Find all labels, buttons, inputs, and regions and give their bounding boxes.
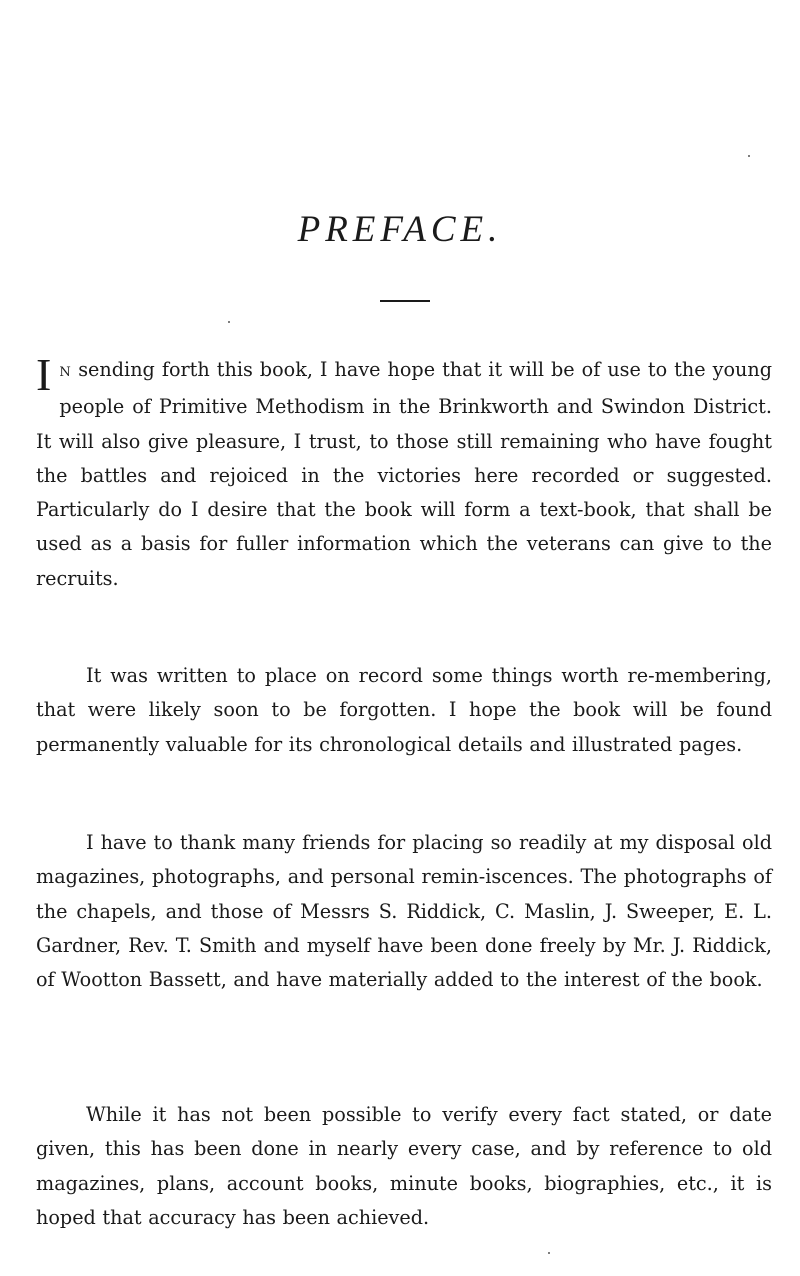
paragraph-1 [36, 349, 772, 596]
print-speck [748, 155, 750, 157]
title-rule [380, 300, 430, 302]
paragraph-2: It was written to place on record some things worth re-membering, that were likely soon to be forgotten. I hope the book will be found permanently valuable for its chronological details and illustrated pages. [36, 664, 772, 756]
print-speck [548, 1252, 550, 1254]
print-speck [228, 321, 230, 323]
paragraph-4: While it has not been possible to verify every fact stated, or date given, this has been done in nearly every case, and by reference to old magazines, plans, account books, minute books, biographies, etc., it is hoped that accuracy has been achieved. [36, 1103, 772, 1229]
paragraph-1-text: sending forth this book, I have hope that it will be of use to the young people of Primitive Methodism in the Brinkworth and Swindon District. It will also give pleasure, I trust, to those still remaining who have fought the battles and rejoiced in the victories here recorded or suggested. Particularly do I desire that the book will form a text-book, that shall be used as a basis for fuller information which the veterans can give to the recruits. [36, 358, 772, 590]
page-title: PREFACE. [297, 209, 503, 250]
drop-cap: I [36, 349, 52, 400]
small-caps-letter: N [59, 365, 72, 380]
paragraph-3: I have to thank many friends for placing so readily at my disposal old magazines, photographs, and personal remin-iscences. The photographs of the chapels, and those of Messrs S. Riddick, C. Maslin, J. Sweeper, E. L. Gardner, Rev. T. Smith and myself have been done freely by Mr. J. Riddick, of Wootton Bassett, and have materially added to the interest of the book. [36, 831, 772, 992]
